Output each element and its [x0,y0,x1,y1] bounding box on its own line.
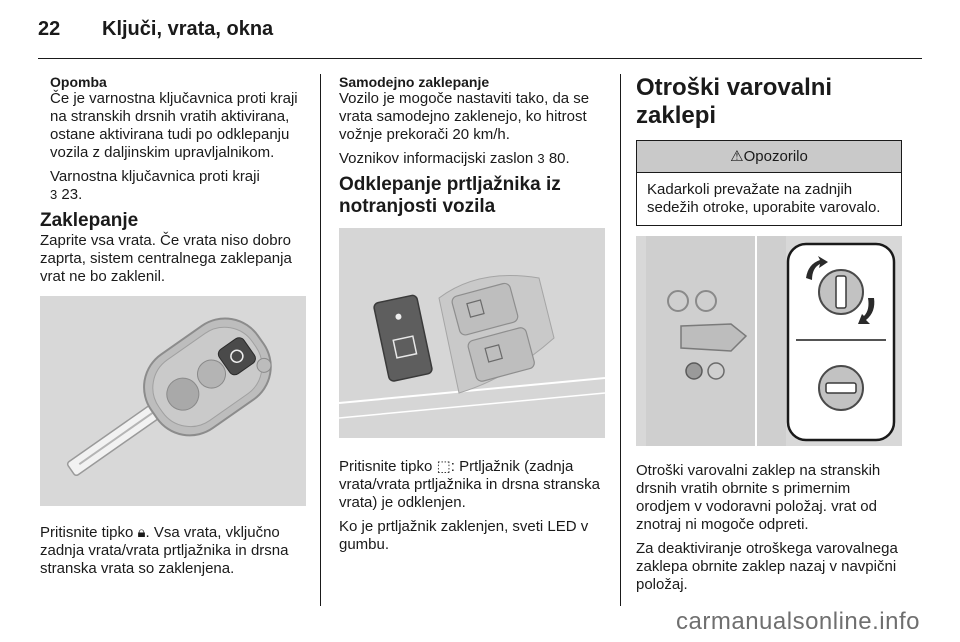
watermark: carmanualsonline.info [676,608,920,635]
section-heading-trunk-unlock: Odklepanje prtljažnika iz notranjosti vozila [339,174,561,217]
reference-arrow-icon: 3 [50,187,58,202]
page-header [38,18,273,48]
reference-link[interactable]: 80. [548,150,570,167]
column-3 [636,74,902,600]
door-panel-illustration [339,228,605,438]
note-block [40,74,306,204]
page-title: Ključi, vrata, okna [102,18,274,40]
warning-label: Opozorilo [743,147,808,165]
auto-lock-title: Samodejno zaklepanje [339,74,490,90]
note-reference: Varnostna ključavnica proti kraji 3 23. [50,168,260,203]
warning-box [636,140,902,226]
lock-button-paragraph: Pritisnite tipko 🔒︎. Vsa vrata, vključno zadnja vrata/vrata prtljažnika in drsna stranska vrata so zaklenjena. [40,524,289,577]
header-rule [38,58,922,59]
section-heading-locking: Zaklepanje [40,210,139,231]
child-lock-paragraph-2: Za deaktiviranje otroškega varovalnega zaklepa obrnite zaklep nazaj v navpični položaj. [636,540,898,593]
column-divider [620,74,621,606]
lock-button-icon: 🔒︎ [137,524,146,541]
auto-lock-text: Vozilo je mogoče nastaviti tako, da se vrata samodejno zaklenejo, ko hitrost vožnje prekorači 20 km/h. [339,90,590,143]
warning-header [637,141,901,173]
reference-arrow-icon: 3 [537,151,545,166]
child-lock-illustration [636,236,902,446]
reference-link[interactable]: 23. [61,186,83,203]
column-1 [40,74,306,584]
led-paragraph: Ko je prtljažnik zaklenjen, sveti LED v gumbu. [339,518,589,553]
section-heading-child-locks: Otroški varovalni zaklepi [636,74,833,129]
child-lock-paragraph-1: Otroški varovalni zaklep na stranskih drsnih vratih obrnite s primernim orodjem v vodoravni položaj. vrat od znotraj ni mogoče odpreti. [636,462,881,533]
locking-paragraph: Zaprite vsa vrata. Če vrata niso dobro zaprta, sistem centralnega zaklepanja vrat ne bo zaklenil. [40,232,292,285]
warning-text: Kadarkoli prevažate na zadnjih sedežih otroke, uporabite varovalo. [647,181,881,216]
column-divider [320,74,321,606]
note-title: Opomba [50,74,107,90]
trunk-button-paragraph: Pritisnite tipko ⬚: Prtljažnik (zadnja vrata/vrata prtljažnika in drsna stranska vrata) je odklenjen. [339,458,600,511]
remote-key-illustration [40,296,306,506]
page-number: 22 [38,18,61,40]
warning-icon: ⚠ [730,147,744,165]
driver-display-reference: Voznikov informacijski zaslon 3 80. [339,150,570,167]
trunk-unlock-icon: ⬚ [436,458,451,475]
column-2 [339,74,605,560]
note-text: Če je varnostna ključavnica proti kraji na stranskih drsnih vratih aktivirana, ostane aktivirana tudi po odklepanju vozila z daljinskim upravljalnikom. [50,90,298,161]
